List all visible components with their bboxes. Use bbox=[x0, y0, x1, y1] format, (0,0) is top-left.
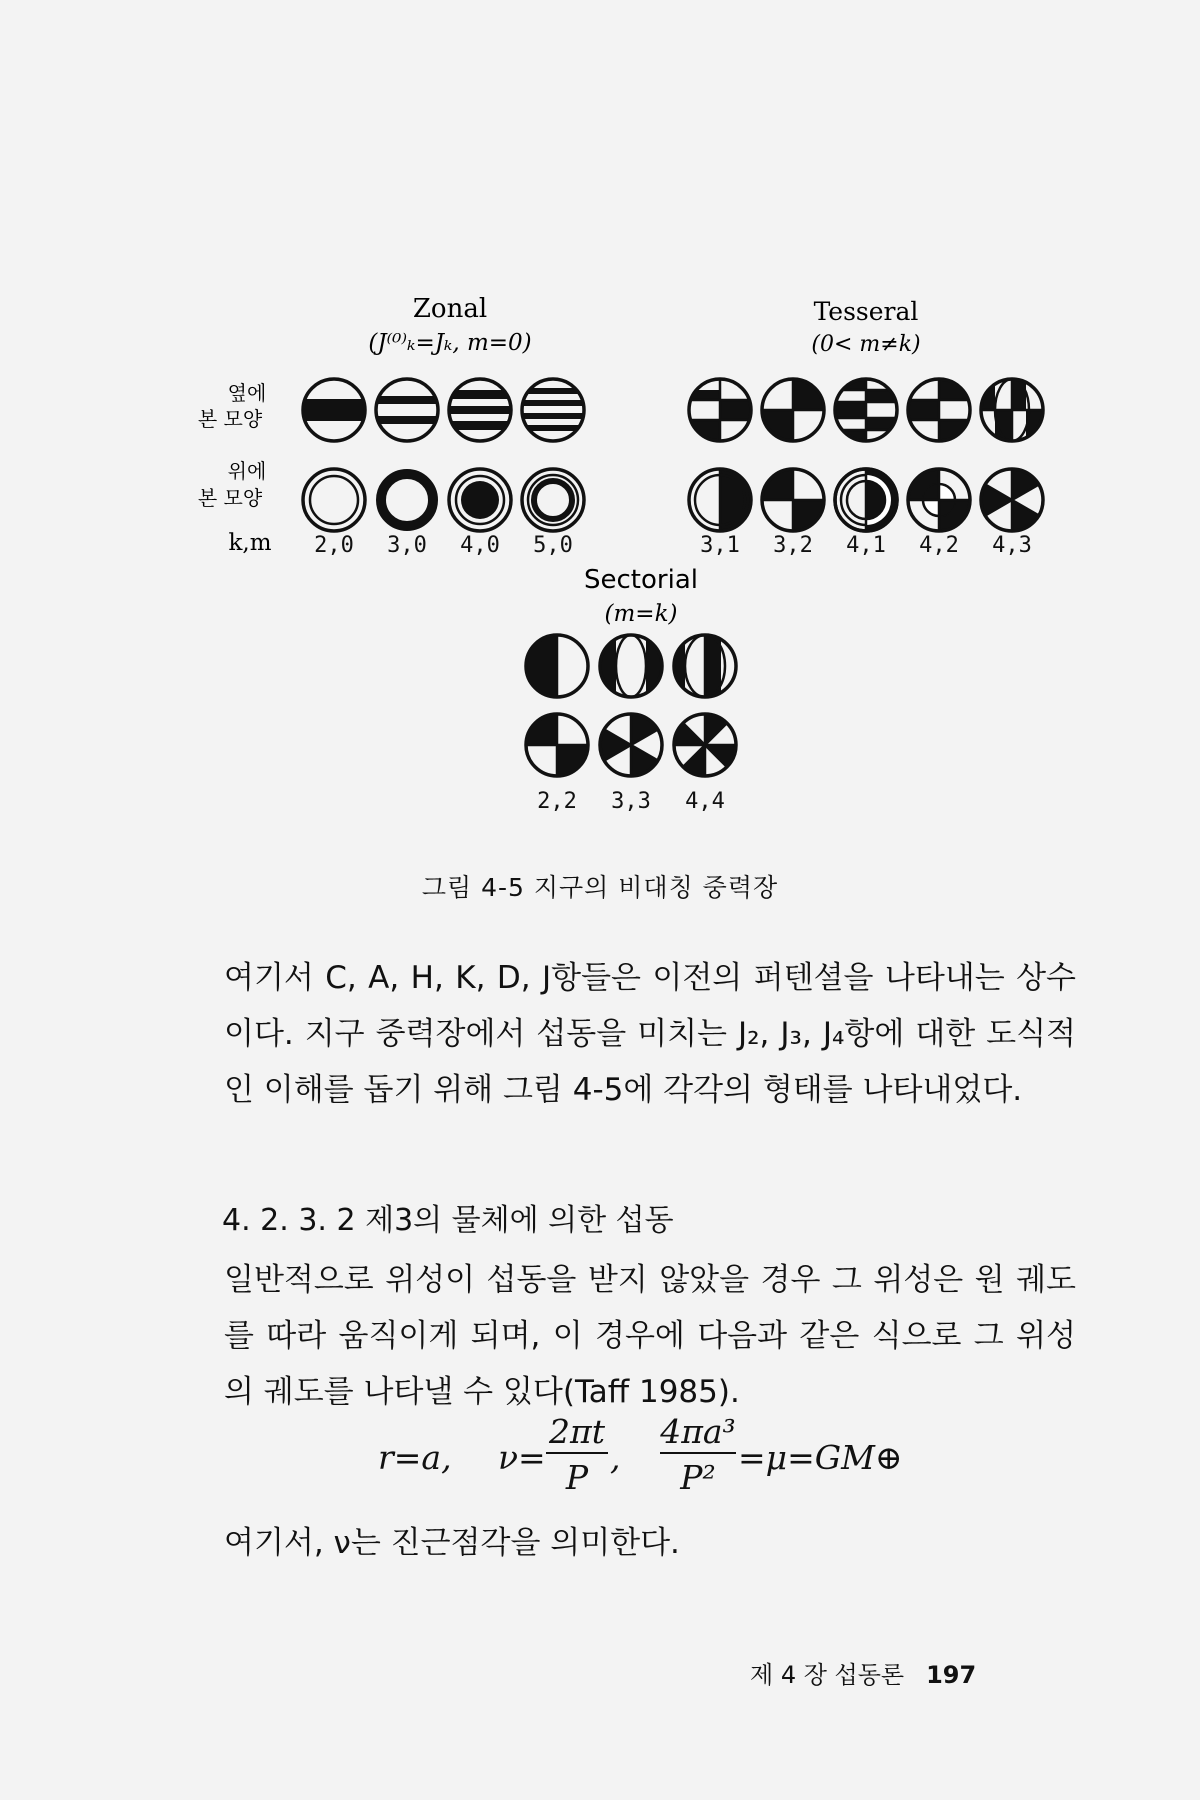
tesseral-km-label: 4,2 bbox=[919, 533, 959, 558]
fraction-2-numerator: 4πa³ bbox=[660, 1412, 736, 1451]
km-label: k,m bbox=[228, 530, 272, 556]
equation-mu-gm: =μ=GM⊕ bbox=[738, 1438, 903, 1477]
sectorial-side-2-2 bbox=[520, 630, 588, 710]
tesseral-side-4-2 bbox=[908, 379, 970, 441]
sectorial-km-label: 4,4 bbox=[685, 789, 725, 814]
zonal-km-label: 3,0 bbox=[387, 533, 427, 558]
row-label-top-line2: 본 모양 bbox=[197, 486, 263, 510]
tesseral-top-3-1 bbox=[689, 469, 751, 531]
fraction-1-numerator: 2πt bbox=[549, 1412, 605, 1451]
zonal-subtitle: (J⁽⁰⁾ₖ=Jₖ, m=0) bbox=[368, 330, 532, 356]
fraction-1-bar bbox=[546, 1452, 608, 1454]
sectorial-top-2-2 bbox=[526, 714, 588, 776]
equation-comma: , bbox=[610, 1438, 621, 1477]
paragraph-third-body bbox=[224, 1252, 1076, 1420]
equation-r: r=a, bbox=[378, 1438, 452, 1477]
page-number: 197 bbox=[926, 1661, 977, 1689]
tesseral-km-label: 4,3 bbox=[992, 533, 1032, 558]
zonal-side-2-0 bbox=[300, 379, 370, 441]
tesseral-km-label: 3,1 bbox=[700, 533, 740, 558]
sectorial-km-label: 3,3 bbox=[611, 789, 651, 814]
page-footer bbox=[750, 1655, 976, 1690]
chapter-label: 제 4 장 섭동론 bbox=[750, 1661, 905, 1689]
zonal-top-2-0 bbox=[303, 469, 365, 531]
zonal-km-label: 5,0 bbox=[533, 533, 573, 558]
sectorial-title: Sectorial bbox=[584, 565, 698, 595]
tesseral-top-4-3 bbox=[981, 469, 1043, 531]
paragraph-true-anomaly bbox=[224, 1515, 1076, 1571]
tesseral-side-4-1 bbox=[835, 379, 897, 441]
tesseral-side-4-3 bbox=[981, 379, 1043, 441]
tesseral-top-4-1 bbox=[835, 469, 897, 531]
zonal-side-3-0 bbox=[370, 379, 450, 441]
tesseral-top-4-2 bbox=[908, 469, 970, 531]
tesseral-top-3-2 bbox=[762, 469, 824, 531]
sectorial-top-4-4 bbox=[674, 714, 736, 776]
tesseral-km-label: 4,1 bbox=[846, 533, 886, 558]
fraction-1-denominator: P bbox=[565, 1458, 589, 1497]
sectorial-top-3-3 bbox=[600, 714, 662, 776]
row-label-side-line1: 옆에 bbox=[227, 381, 267, 405]
equation-nu: ν= bbox=[498, 1438, 546, 1477]
tesseral-title: Tesseral bbox=[813, 297, 919, 326]
paragraph-text: 일반적으로 위성이 섭동을 받지 않았을 경우 그 위성은 원 궤도를 따라 움직이게 되며, 이 경우에 다음과 같은 식으로 그 위성의 궤도를 나타낼 수 있다(Taff 1985). bbox=[224, 1262, 1076, 1410]
zonal-top-3-0 bbox=[381, 474, 433, 526]
tesseral-km-label: 3,2 bbox=[773, 533, 813, 558]
zonal-side-5-0 bbox=[515, 379, 595, 441]
zonal-side-4-0 bbox=[440, 379, 520, 441]
tesseral-subtitle: (0< m≠k) bbox=[811, 332, 921, 357]
paragraph-text: 여기서, ν는 진근점각을 의미한다. bbox=[224, 1525, 680, 1561]
fraction-2-bar bbox=[660, 1452, 736, 1454]
row-label-top-line1: 위에 bbox=[227, 459, 267, 483]
figure-caption: 그림 4-5 지구의 비대칭 중력장 bbox=[421, 873, 779, 902]
sectorial-side-3-3 bbox=[595, 630, 667, 710]
zonal-km-label: 2,0 bbox=[314, 533, 354, 558]
section-heading: 4. 2. 3. 2 제3의 물체에 의한 섭동 bbox=[222, 1203, 674, 1238]
tesseral-side-3-2 bbox=[762, 379, 824, 441]
row-label-side-line2: 본 모양 bbox=[197, 407, 263, 431]
tesseral-side-3-1 bbox=[689, 379, 751, 441]
paragraph-constants bbox=[224, 950, 1076, 1118]
zonal-km-label: 4,0 bbox=[460, 533, 500, 558]
paragraph-text: 여기서 C, A, H, K, D, J항들은 이전의 퍼텐셜을 나타내는 상수이다. 지구 중력장에서 섭동을 미치는 J₂, J₃, J₄항에 대한 도식적인 이해를 돕기 위해 그림 4-5에 각각의 형태를 나타내었다. bbox=[224, 960, 1076, 1108]
zonal-top-5-0 bbox=[522, 469, 584, 531]
orbit-equation bbox=[378, 1408, 938, 1518]
sectorial-km-label: 2,2 bbox=[537, 789, 577, 814]
gravity-field-figure bbox=[0, 0, 1200, 850]
fraction-2-denominator: P² bbox=[680, 1458, 716, 1497]
zonal-title: Zonal bbox=[412, 294, 488, 324]
zonal-top-4-0 bbox=[449, 469, 511, 531]
sectorial-subtitle: (m=k) bbox=[604, 601, 678, 627]
sectorial-side-4-4 bbox=[670, 630, 736, 710]
